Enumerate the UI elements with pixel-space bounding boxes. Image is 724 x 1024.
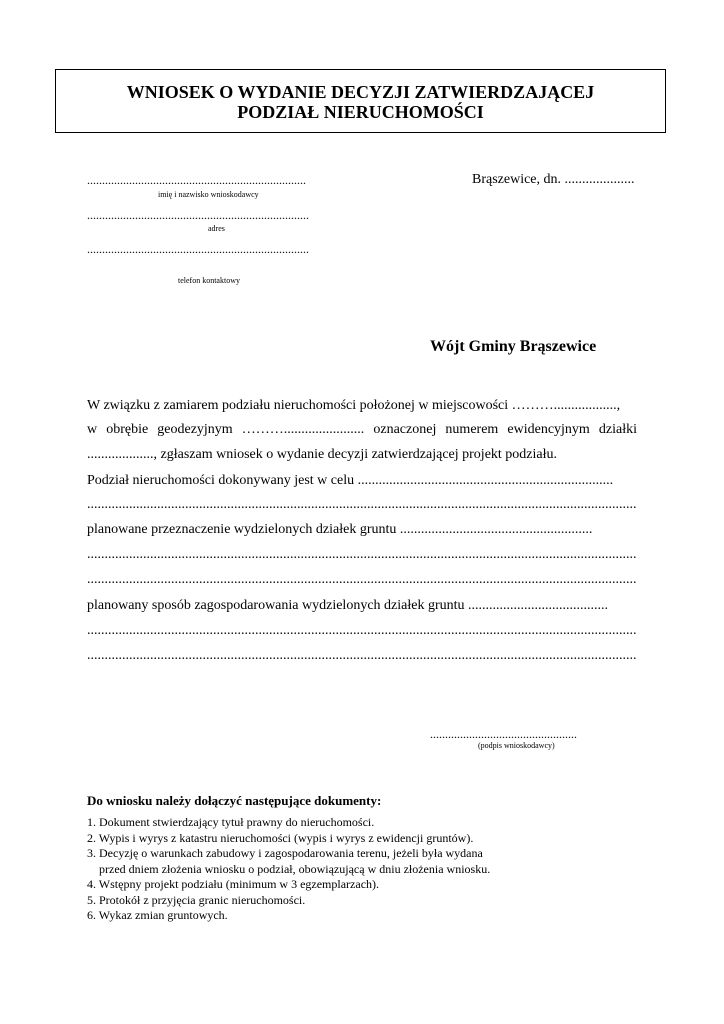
applicant-address-caption: adres — [208, 224, 225, 233]
intended-use-field-continued-2[interactable]: ............................................................................................................................................................. — [87, 572, 637, 587]
body-line-3[interactable]: ..................., zgłaszam wniosek o wydanie decyzji zatwierdzającej projekt podziału. — [87, 447, 557, 462]
attachment-item: 3. Decyzję o warunkach zabudowy i zagospodarowania terenu, jeżeli była wydana — [87, 846, 483, 860]
document-title-line1: WNIOSEK O WYDANIE DECYZJI ZATWIERDZAJĄCEJ — [126, 82, 595, 102]
attachment-item: 5. Protokół z przyjęcia granic nieruchomości. — [87, 892, 306, 907]
development-method-field[interactable]: planowany sposób zagospodarowania wydzielonych działek gruntu ........................................ — [87, 598, 609, 613]
body-line-2[interactable]: w obrębie geodezyjnym ………....................... oznaczonej numerem ewidencyjnym działki — [87, 422, 637, 437]
applicant-name-field[interactable]: ......................................................................... — [87, 173, 306, 187]
applicant-phone-caption: telefon kontaktowy — [178, 276, 240, 285]
document-title-line2: PODZIAŁ NIERUCHOMOŚCI — [237, 102, 484, 122]
attachment-item: 4. Wstępny projekt podziału (minimum w 3 egzemplarzach). — [87, 877, 380, 891]
attachment-item: 6. Wykaz zmian gruntowych. — [87, 908, 228, 922]
attachments-title: Do wniosku należy dołączyć następujące dokumenty: — [87, 793, 382, 808]
signature-field[interactable]: ................................................. — [430, 727, 577, 741]
document-title-box — [55, 69, 666, 133]
purpose-field-continued[interactable]: ............................................................................................................................................................. — [87, 497, 637, 512]
signature-caption: (podpis wnioskodawcy) — [478, 741, 555, 750]
addressee: Wójt Gminy Brąszewice — [430, 338, 597, 355]
applicant-name-caption: imię i nazwisko wnioskodawcy — [158, 190, 259, 199]
place-and-date[interactable]: Brąszewice, dn. .................... — [472, 172, 635, 187]
intended-use-field[interactable]: planowane przeznaczenie wydzielonych działek gruntu ....................................................... — [87, 522, 593, 537]
development-method-field-continued-2[interactable]: ............................................................................................................................................................. — [87, 648, 637, 663]
applicant-phone-field[interactable]: .......................................................................... — [87, 242, 309, 256]
attachments-list — [87, 815, 490, 924]
body-line-1[interactable]: W związku z zamiarem podziału nieruchomości położonej w miejscowości ……….................., — [87, 398, 621, 413]
development-method-field-continued-1[interactable]: ............................................................................................................................................................. — [87, 623, 637, 638]
attachment-item: 2. Wypis i wyrys z katastru nieruchomości (wypis i wyrys z ewidencji gruntów). — [87, 830, 474, 845]
applicant-address-field[interactable]: .......................................................................... — [87, 208, 309, 222]
attachment-item: 1. Dokument stwierdzający tytuł prawny do nieruchomości. — [87, 815, 375, 829]
intended-use-field-continued-1[interactable]: ............................................................................................................................................................. — [87, 547, 637, 562]
attachment-item: przed dniem złożenia wniosku o podział, obowiązującą w dniu złożenia wniosku. — [87, 861, 491, 876]
purpose-field[interactable]: Podział nieruchomości dokonywany jest w celu ......................................................................... — [87, 473, 614, 488]
